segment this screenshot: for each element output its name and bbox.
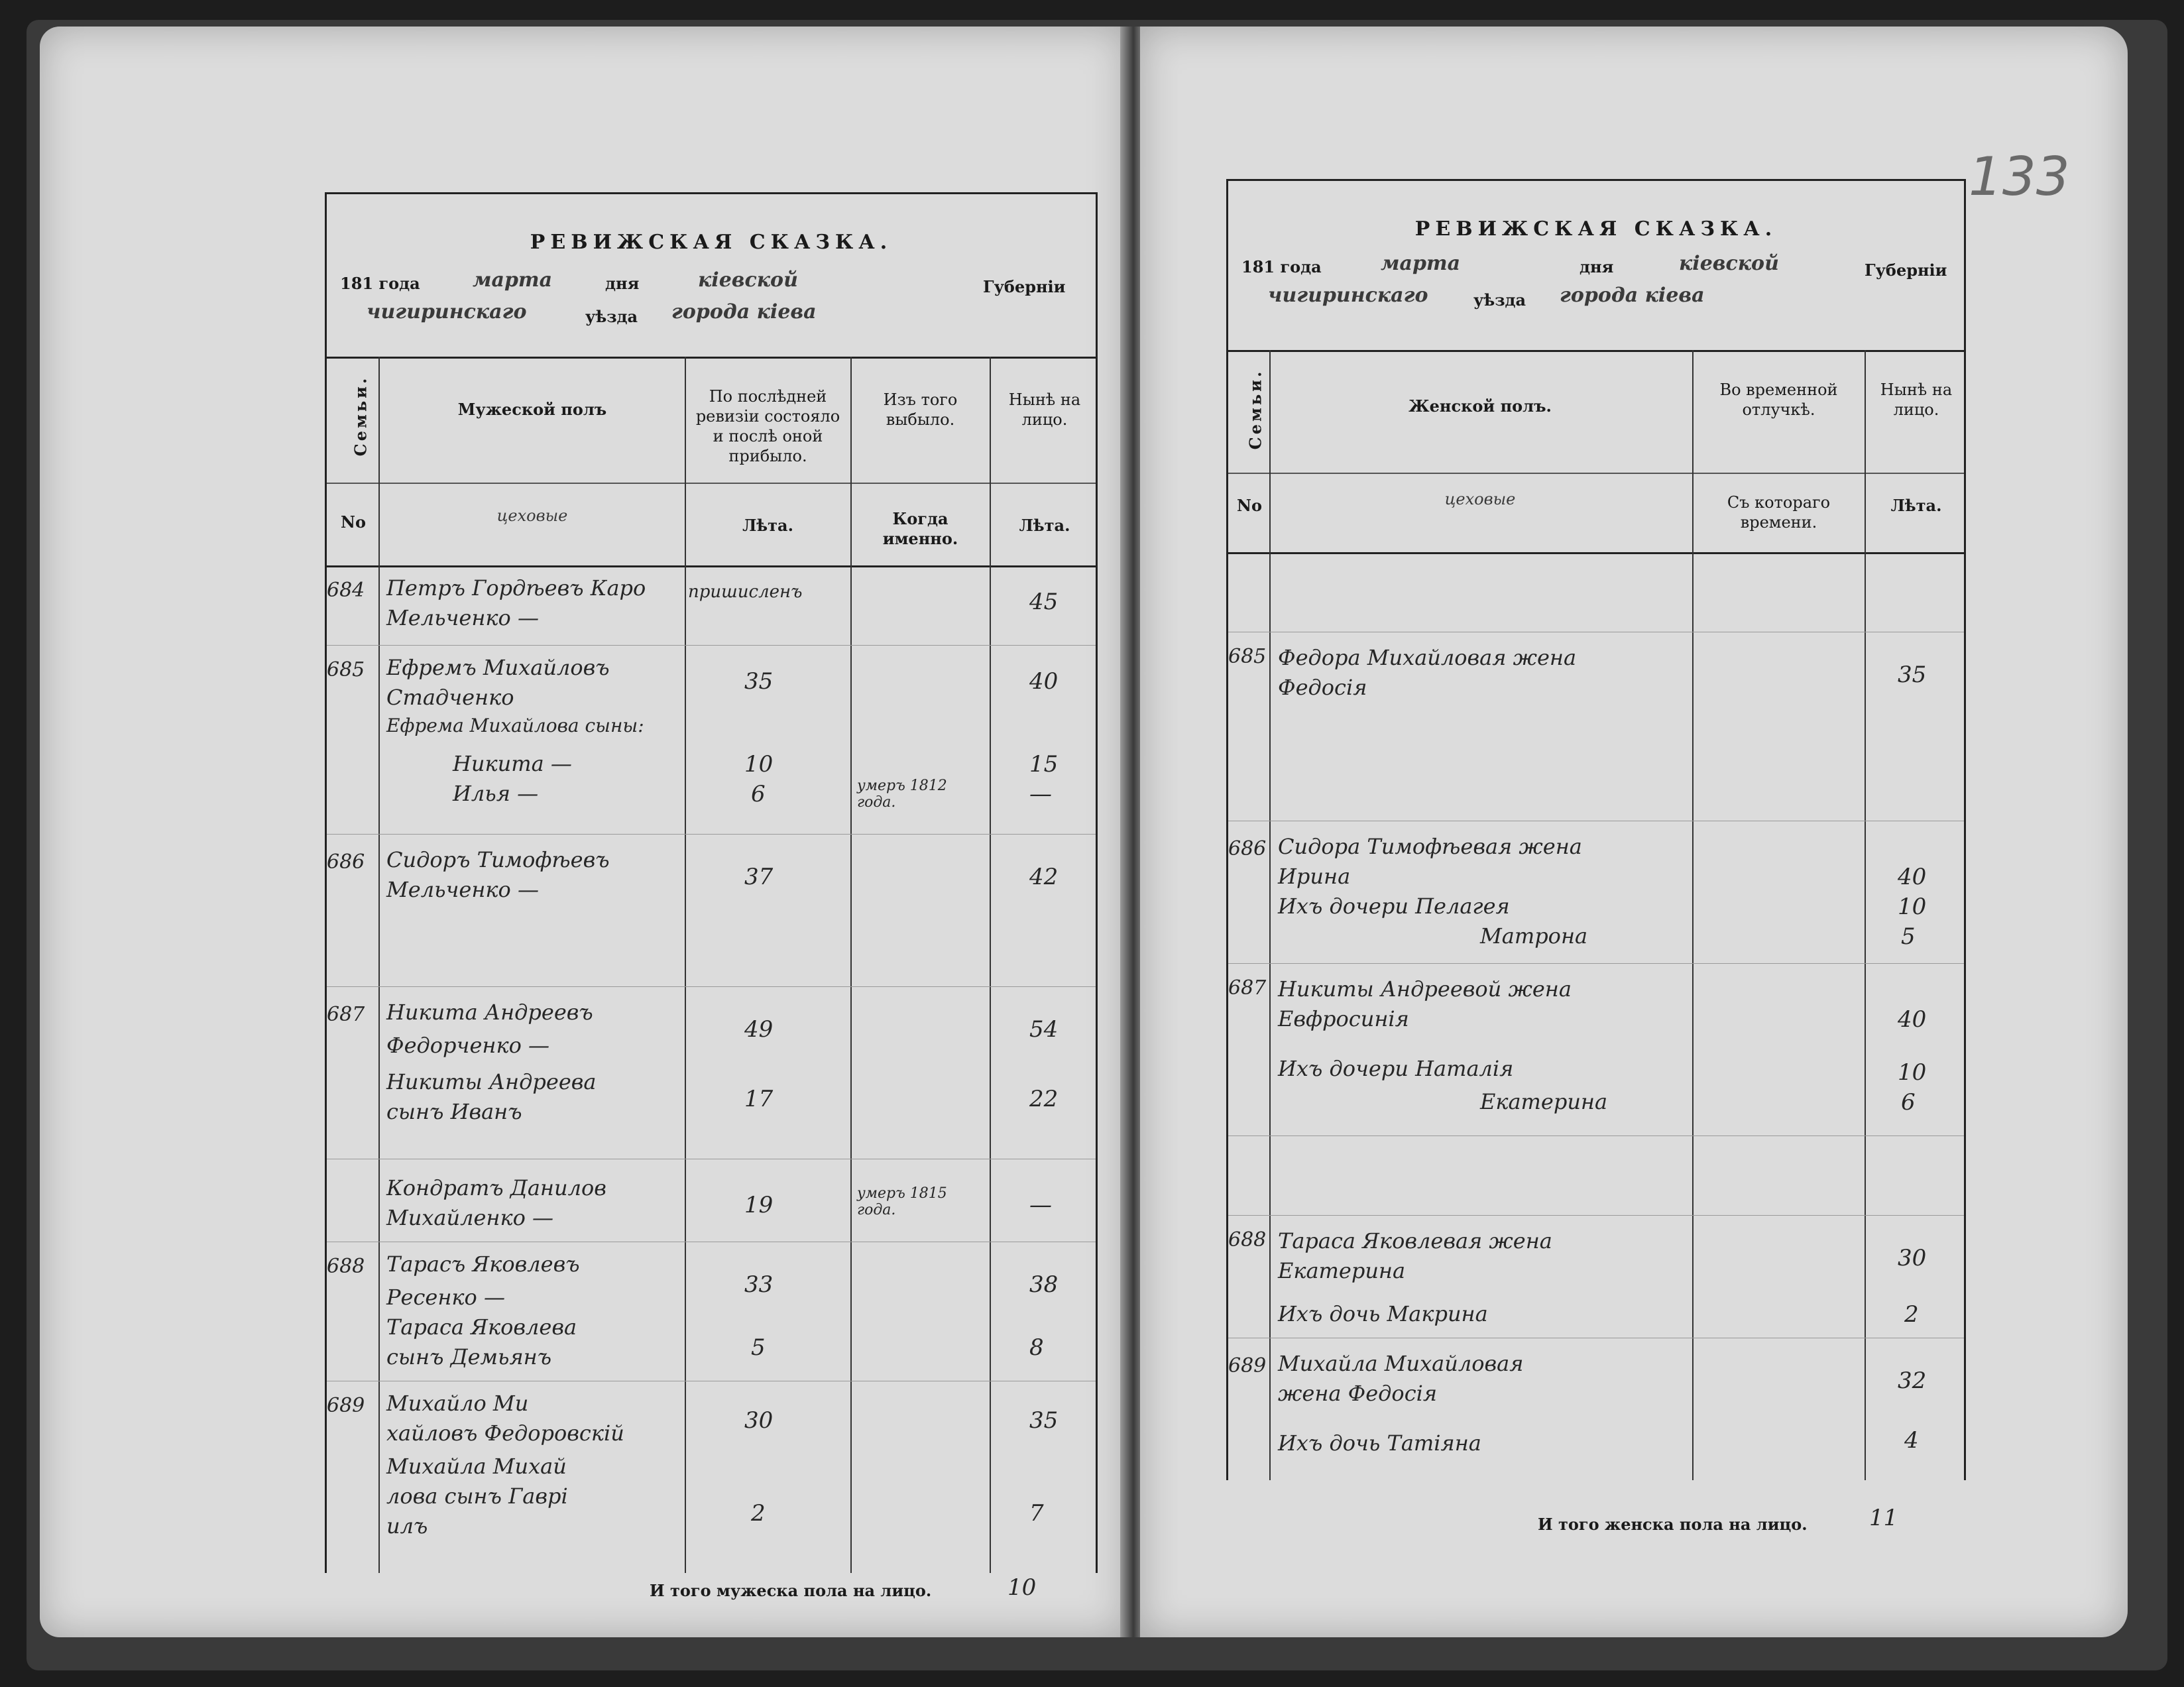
sub-since: Съ котораго времени. xyxy=(1727,493,1831,532)
folio-number: 133 xyxy=(1969,146,2070,207)
prev-value: 49 xyxy=(744,1016,774,1043)
now-value: 38 xyxy=(1029,1271,1059,1298)
entry-line: Петръ Гордѣевъ Каро xyxy=(386,575,646,601)
sub-no: No xyxy=(341,512,366,532)
prev-value: 6 xyxy=(751,781,766,807)
entry-line: Стадченко xyxy=(386,685,514,710)
entry-line: Мельченко — xyxy=(386,877,539,902)
now-value: 54 xyxy=(1029,1016,1059,1043)
sub-years: Лѣта. xyxy=(1890,496,1942,515)
form-title: РЕВИЖСКАЯ СКАЗКА. xyxy=(530,231,893,254)
footer-total-value: 10 xyxy=(1007,1574,1037,1601)
col-family: Семьи. xyxy=(1245,369,1265,450)
entry-line: Илья — xyxy=(453,781,539,806)
uezd-label: уѣзда xyxy=(585,307,638,326)
sub-years: Лѣта. xyxy=(742,516,793,535)
entry-line: Михайленко — xyxy=(386,1205,554,1230)
now-value: 40 xyxy=(1029,668,1059,695)
prev-value: 10 xyxy=(744,751,774,778)
entry-line: Ихъ дочери Пелагея xyxy=(1278,894,1510,919)
uezd-label: уѣзда xyxy=(1473,290,1526,310)
col-female: Женской полъ. xyxy=(1408,396,1552,416)
now-value: 15 xyxy=(1029,751,1059,778)
left-page xyxy=(40,27,1127,1637)
footer-total-label: И того мужеска пола на лицо. xyxy=(650,1581,932,1600)
sub-handwritten: цеховые xyxy=(496,506,568,525)
entry-line: Никиты Андреевой жена xyxy=(1278,976,1572,1002)
year-label: 181 года xyxy=(1241,257,1322,276)
family-number: 686 xyxy=(327,850,365,874)
year-label: 181 года xyxy=(340,274,420,293)
col-absent: Во временной отлучкѣ. xyxy=(1719,380,1838,419)
sub-no: No xyxy=(1237,496,1262,515)
col-family: Семьи. xyxy=(351,375,371,457)
prev-value: 5 xyxy=(751,1334,766,1361)
entry-line: сынъ Демьянъ xyxy=(386,1344,552,1369)
entry-line: Кондратъ Данилов xyxy=(386,1175,606,1200)
entry-line: Никита — xyxy=(453,751,572,776)
entry-line: Екатерина xyxy=(1278,1258,1406,1283)
entry-line: Мельченко — xyxy=(386,605,539,630)
prev-value: 37 xyxy=(744,864,774,890)
entry-line: Ихъ дочери Наталія xyxy=(1278,1056,1514,1081)
prev-value: 33 xyxy=(744,1271,774,1298)
prev-value: 2 xyxy=(751,1500,766,1527)
left-value: умеръ 1812 года. xyxy=(857,778,947,811)
entry-line: Ихъ дочь Макрина xyxy=(1278,1301,1488,1326)
now-value: 40 xyxy=(1898,864,1927,890)
form-title: РЕВИЖСКАЯ СКАЗКА. xyxy=(1414,217,1778,241)
entry-line: хайловъ Федоровскій xyxy=(386,1421,624,1446)
entry-line: Никиты Андреева xyxy=(386,1069,597,1094)
now-value: 6 xyxy=(1901,1089,1916,1116)
month-handwritten: марта xyxy=(1381,252,1461,275)
entry-line: Екатерина xyxy=(1480,1089,1608,1114)
family-number: 684 xyxy=(327,579,365,602)
gubernia-label: Губерніи xyxy=(1865,261,1947,280)
col-left: Изъ того выбыло. xyxy=(883,390,958,429)
now-value: 2 xyxy=(1904,1301,1919,1328)
now-value: 10 xyxy=(1898,1059,1927,1086)
prev-value: 30 xyxy=(744,1407,774,1434)
prev-value: 17 xyxy=(744,1086,774,1112)
footer-total-label: И того женска пола на лицо. xyxy=(1538,1515,1808,1534)
family-number: 687 xyxy=(327,1003,365,1026)
right-page xyxy=(1140,27,2128,1637)
entry-line: Михайло Ми xyxy=(386,1391,529,1416)
day-label: дня xyxy=(605,274,640,293)
entry-line: Ефрема Михайлова сыны: xyxy=(386,715,644,736)
prev-value: пришисленъ xyxy=(688,582,803,602)
now-value: — xyxy=(1029,781,1052,807)
now-value: 8 xyxy=(1029,1334,1044,1361)
now-value: 32 xyxy=(1898,1367,1927,1394)
entry-line: Ирина xyxy=(1278,864,1351,889)
family-number: 685 xyxy=(327,658,365,681)
entry-line: Ефремъ Михайловъ xyxy=(386,655,610,680)
entry-line: Тараса Яковлевая жена xyxy=(1278,1228,1552,1253)
uezd-handwritten: чигиринскаго xyxy=(1268,284,1428,307)
now-value: 4 xyxy=(1904,1427,1919,1454)
city-handwritten: города кіева xyxy=(671,300,817,323)
col-now: Нынѣ на лицо. xyxy=(1008,390,1081,429)
prev-value: 35 xyxy=(744,668,774,695)
month-handwritten: марта xyxy=(473,268,553,292)
family-number: 687 xyxy=(1228,976,1267,1000)
entry-line: Михайла Михай xyxy=(386,1454,567,1479)
entry-line: Федорченко — xyxy=(386,1033,549,1058)
now-value: 22 xyxy=(1029,1086,1059,1112)
day-handwritten: кіевской xyxy=(698,268,798,292)
entry-line: сынъ Иванъ xyxy=(386,1099,522,1124)
entry-line: Сидора Тимофѣевая жена xyxy=(1278,834,1582,859)
col-prev: По послѣдней ревизіи состояло и послѣ оной прибыло. xyxy=(695,387,840,465)
now-value: 5 xyxy=(1901,923,1916,950)
now-value: 35 xyxy=(1029,1407,1059,1434)
left-value: умеръ 1815 года. xyxy=(857,1185,947,1218)
col-now: Нынѣ на лицо. xyxy=(1880,380,1953,419)
left-form xyxy=(325,192,1098,1573)
entry-line: Михайла Михайловая xyxy=(1278,1351,1524,1376)
entry-line: Тарасъ Яковлевъ xyxy=(386,1251,580,1277)
entry-line: Федора Михайловая жена xyxy=(1278,645,1577,670)
entry-line: Матрона xyxy=(1480,923,1588,949)
uezd-handwritten: чигиринскаго xyxy=(367,300,527,323)
now-value: 10 xyxy=(1898,894,1927,920)
entry-line: Ресенко — xyxy=(386,1285,505,1310)
entry-line: Ихъ дочь Татіяна xyxy=(1278,1430,1481,1456)
entry-line: лова сынъ Гаврі xyxy=(386,1483,568,1509)
day-handwritten: кіевской xyxy=(1679,252,1779,275)
entry-line: Тараса Яковлева xyxy=(386,1314,577,1340)
family-number: 686 xyxy=(1228,837,1267,860)
day-label: дня xyxy=(1580,257,1614,276)
now-value: 30 xyxy=(1898,1245,1927,1271)
gubernia-label: Губерніи xyxy=(983,277,1066,296)
entry-line: Федосія xyxy=(1278,675,1367,700)
right-form xyxy=(1226,179,1966,1480)
col-male: Мужеской полъ xyxy=(457,400,607,419)
now-value: 7 xyxy=(1029,1500,1044,1527)
entry-line: Сидоръ Тимофѣевъ xyxy=(386,847,610,872)
sub-when: Когда именно. xyxy=(882,509,958,548)
entry-line: илъ xyxy=(386,1513,428,1539)
now-value: 35 xyxy=(1898,662,1927,688)
city-handwritten: города кіева xyxy=(1560,284,1705,307)
prev-value: 19 xyxy=(744,1192,774,1218)
family-number: 688 xyxy=(327,1255,365,1278)
now-value: 42 xyxy=(1029,864,1059,890)
family-number: 689 xyxy=(1228,1354,1267,1377)
family-number: 685 xyxy=(1228,645,1267,668)
sub-handwritten: цеховые xyxy=(1444,490,1516,508)
family-number: 689 xyxy=(327,1394,365,1417)
entry-line: жена Федосія xyxy=(1278,1381,1438,1406)
footer-total-value: 11 xyxy=(1869,1505,1898,1531)
family-number: 688 xyxy=(1228,1228,1267,1251)
sub-years-now: Лѣта. xyxy=(1019,516,1070,535)
now-value: 45 xyxy=(1029,589,1059,615)
entry-line: Никита Андреевъ xyxy=(386,1000,593,1025)
now-value: — xyxy=(1029,1192,1052,1218)
entry-line: Евфросинія xyxy=(1278,1006,1409,1031)
now-value: 40 xyxy=(1898,1006,1927,1033)
